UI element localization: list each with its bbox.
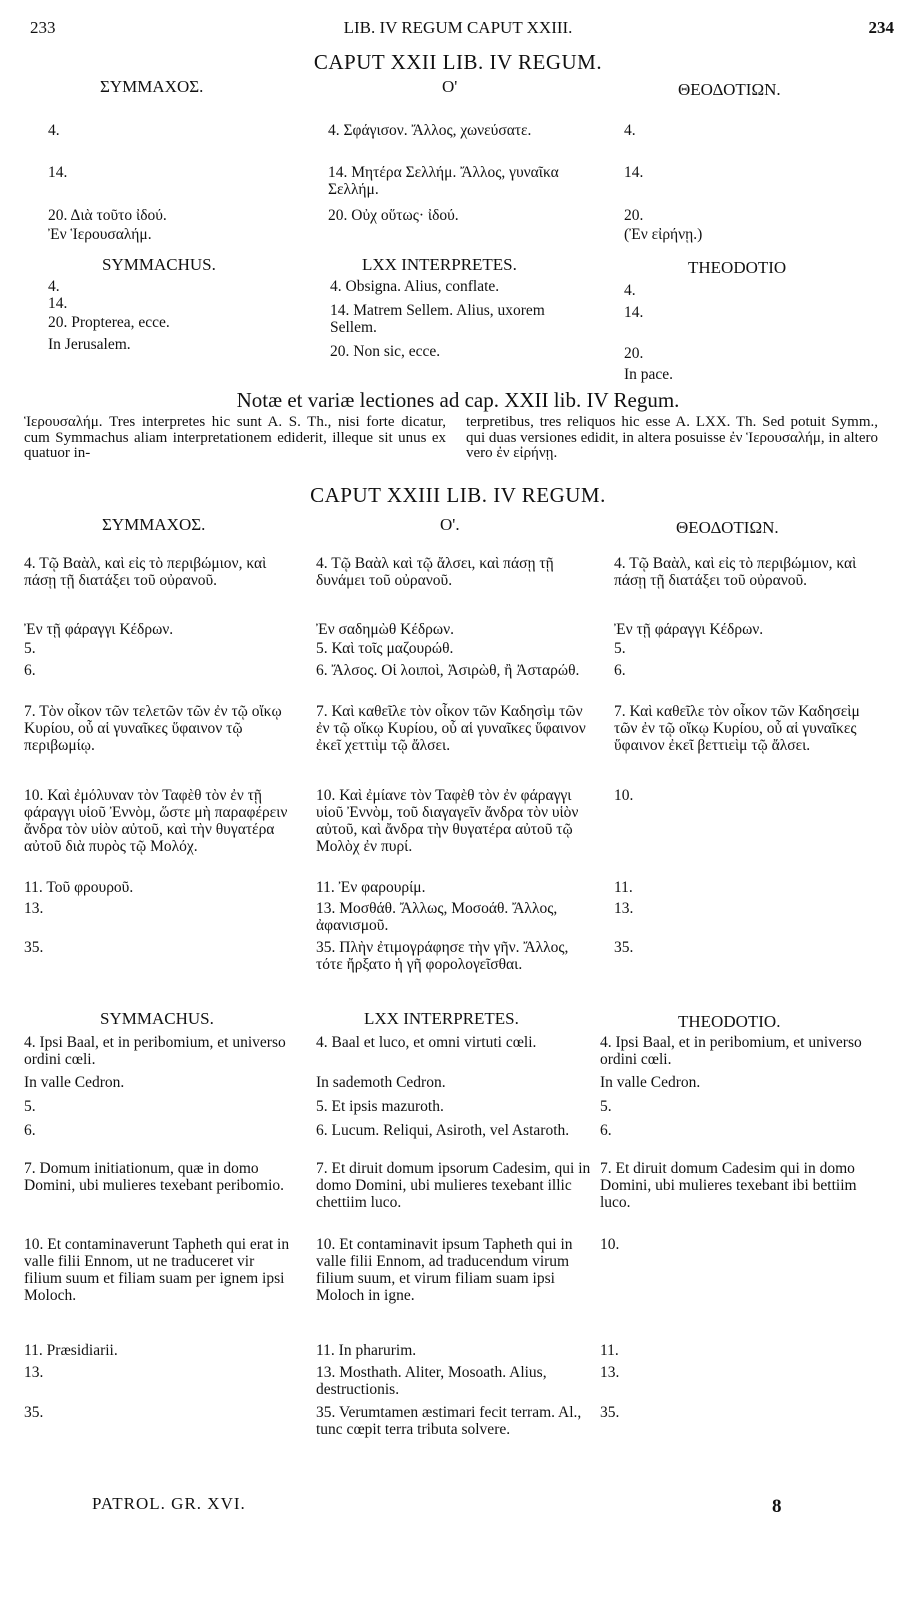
s2-greek-symmachus [24, 555, 296, 956]
verse-entry: 10. Et contaminavit ipsum Tapheth qui in valle filii Ennom, ad traducendum virum filium suum, et virum filiam suam ipsi Moloch in igne. [316, 1236, 573, 1304]
section1-title: CAPUT XXII LIB. IV REGUM. [313, 50, 603, 74]
verse-entry: 5. Et ipsis mazuroth. [316, 1098, 444, 1115]
verse-entry: 6. [614, 662, 626, 679]
verse-entry: 10. Et contaminaverunt Tapheth qui erat in valle filii Ennom, ut ne traduceret vir filium suum et filiam suam per ignem ipsi Moloch. [24, 1236, 290, 1304]
verse-entry: 14. [48, 295, 68, 312]
page-number-left: 233 [30, 18, 56, 37]
verse-entry: In sademoth Cedron. [316, 1074, 446, 1091]
s2-greek-head-symmachus: ΣΥΜΜΑΧΟΣ. [102, 515, 206, 534]
verse-entry: 14. [624, 164, 644, 181]
s1-greek-symmachus [48, 122, 288, 243]
s2-latin-theodotion [600, 1034, 880, 1421]
verse-entry: 4. [48, 278, 60, 295]
s2-greek-lxx [316, 555, 596, 973]
verse-entry: 20. Non sic, ecce. [330, 343, 441, 360]
verse-entry: In pace. [624, 366, 674, 383]
verse-entry: 4. Ipsi Baal, et in peribomium, et universo ordini cœli. [24, 1034, 286, 1068]
verse-entry: 4. Ipsi Baal, et in peribomium, et universo ordini cœli. [600, 1034, 862, 1068]
page-number-right: 234 [868, 18, 894, 37]
verse-entry: 6. [24, 662, 36, 679]
verse-entry: 6. [24, 1122, 36, 1139]
s2-greek-head-theodotion: ΘΕΟΔΟΤΙΩΝ. [676, 518, 779, 537]
verse-entry: 13. [614, 900, 634, 917]
verse-entry: 35. [600, 1404, 620, 1421]
s2-latin-symmachus [24, 1034, 296, 1421]
footer-source: PATROL. GR. XVI. [92, 1494, 246, 1513]
verse-entry: 7. Domum initiationum, quæ in domo Domini, ubi mulieres texebant peribomio. [24, 1160, 285, 1194]
notes-left: Ἱερουσαλήμ. Tres interpretes hic sunt A. S. Th., nisi forte dicatur, cum Symmachus aliam interpretationem ediderit, illeque sit unus ex quatuor in- [24, 414, 446, 461]
s2-greek-head-lxx: Ο'. [440, 515, 460, 534]
verse-entry: In valle Cedron. [24, 1074, 125, 1091]
verse-entry: 5. [614, 640, 626, 657]
s1-greek-head-lxx: Ο' [442, 77, 458, 96]
verse-entry: 4. Τῷ Βαὰλ καὶ τῷ ἄλσει, καὶ πάσῃ τῇ δυνάμει τοῦ οὐρανοῦ. [316, 555, 554, 589]
verse-entry: 14. Μητέρα Σελλήμ. Ἄλλος, γυναῖκα Σελλήμ. [328, 164, 559, 198]
verse-entry: Ἐν Ἱερουσαλήμ. [48, 226, 152, 243]
verse-entry: Ἐν τῇ φάραγγι Κέδρων. [614, 621, 764, 638]
verse-entry: 7. Καὶ καθεῖλε τὸν οἶκον τῶν Καδησὶμ τῶν ἐν τῷ οἴκῳ Κυρίου, οὗ αἱ γυναῖκες ὕφαινον ἐκεῖ χεττιὶμ τῷ ἄλσει. [316, 703, 586, 754]
s1-latin-head-theodotion: THEODOTIO [688, 258, 787, 277]
verse-entry: 20. Propterea, ecce. [48, 314, 170, 331]
verse-entry: 14. Matrem Sellem. Alius, uxorem Sellem. [330, 302, 545, 336]
verse-entry: 5. [24, 1098, 36, 1115]
verse-entry: 20. [624, 207, 644, 224]
verse-entry: Ἐν σαδημὼθ Κέδρων. [316, 621, 455, 638]
s1-latin-theodotion [624, 282, 874, 383]
verse-entry: 7. Καὶ καθεῖλε τὸν οἶκον τῶν Καδησεὶμ τῶν ἐν τῷ οἴκῳ Κυρίου, οὗ αἱ γυναῖκες ὕφαινον ἐκεῖ βεττιεὶμ τῷ ἄλσει. [614, 703, 860, 754]
verse-entry: 35. [614, 939, 634, 956]
running-head: LIB. IV REGUM CAPUT XXIII. [343, 18, 573, 37]
verse-entry: 11. [614, 879, 633, 896]
notes-title: Notæ et variæ lectiones ad cap. XXII lib. IV Regum. [236, 388, 680, 412]
s1-greek-lxx [328, 122, 590, 224]
verse-entry: 11. In pharurim. [316, 1342, 417, 1359]
verse-entry: 13. [24, 900, 44, 917]
verse-entry: 10. [600, 1236, 620, 1253]
notes-right: terpretibus, tres reliquos hic esse A. LXX. Th. Sed potuit Symm., qui duas versiones edidit, in altera posuisse ἐν Ἱερουσαλήμ, in altero vero ἐν εἰρήνῃ. [466, 414, 878, 461]
verse-entry: In Jerusalem. [48, 336, 131, 353]
s1-latin-lxx [330, 278, 595, 360]
verse-entry: 13. Μοσθάθ. Ἄλλως, Μοσοάθ. Ἄλλος, ἀφανισμοῦ. [316, 900, 558, 934]
verse-entry: 35. [24, 1404, 44, 1421]
verse-entry: 4. Τῷ Βαὰλ, καὶ εἰς τὸ περιβώμιον, καὶ πάσῃ τῇ διατάξει τοῦ οὐρανοῦ. [24, 555, 267, 589]
s1-greek-head-theodotion: ΘΕΟΔΟΤΙΩΝ. [678, 80, 781, 99]
verse-entry: 13. Mosthath. Aliter, Mosoath. Alius, destructionis. [316, 1364, 547, 1398]
verse-entry: 7. Et diruit domum ipsorum Cadesim, qui in domo Domini, ubi mulieres texebant illic chettiim luco. [316, 1160, 591, 1211]
verse-entry: 20. [624, 345, 644, 362]
s2-greek-theodotion [614, 555, 878, 956]
verse-entry: 6. Lucum. Reliqui, Asiroth, vel Astaroth. [316, 1122, 570, 1139]
s2-latin-head-lxx: LXX INTERPRETES. [364, 1009, 519, 1028]
verse-entry: 5. Καὶ τοῖς μαζουρώθ. [316, 640, 454, 657]
verse-entry: 14. [624, 304, 644, 321]
s1-greek-head-symmachus: ΣΥΜΜΑΧΟΣ. [100, 77, 204, 96]
verse-entry: Ἐν τῇ φάραγγι Κέδρων. [24, 621, 174, 638]
verse-entry: 20. Διὰ τοῦτο ἰδού. [48, 207, 167, 224]
verse-entry: 13. [600, 1364, 620, 1381]
verse-entry: 11. [600, 1342, 619, 1359]
verse-entry: 11. Τοῦ φρουροῦ. [24, 879, 134, 896]
verse-entry: 6. Ἄλσος. Οἱ λοιποὶ, Ἀσιρὼθ, ἢ Ἀσταρώθ. [316, 662, 580, 679]
verse-entry: 7. Τὸν οἶκον τῶν τελετῶν τῶν ἐν τῷ οἴκῳ Κυρίου, οὗ αἱ γυναῖκες ὕφαινον τῷ περιβωμίῳ. [24, 703, 282, 754]
verse-entry: 4. [624, 122, 636, 139]
s2-latin-lxx [316, 1034, 596, 1438]
verse-entry: 10. [614, 787, 634, 804]
verse-entry: (Ἐν εἰρήνῃ.) [624, 226, 703, 243]
s1-greek-theodotion [624, 122, 874, 243]
verse-entry: 4. Baal et luco, et omni virtuti cœli. [316, 1034, 537, 1051]
verse-entry: 10. Καὶ ἐμόλυναν τὸν Ταφὲθ τὸν ἐν τῇ φάραγγι υἱοῦ Ἐννὸμ, ὥστε μὴ παραφέρειν ἄνδρα τὸν υἱὸν αὐτοῦ, καὶ τὴν θυγατέρα αὐτοῦ διὰ πυρὸς τῷ Μολόχ. [24, 787, 288, 855]
s1-latin-head-symmachus: SYMMACHUS. [102, 255, 216, 274]
verse-entry: In valle Cedron. [600, 1074, 701, 1091]
verse-entry: 4. Τῷ Βαὰλ, καὶ εἰς τὸ περιβώμιον, καὶ πάσῃ τῇ διατάξει τοῦ οὐρανοῦ. [614, 555, 857, 589]
verse-entry: 5. [24, 640, 36, 657]
verse-entry: 10. Καὶ ἐμίανε τὸν Ταφὲθ τὸν ἐν φάραγγι υἱοῦ Ἐννὸμ, τοῦ διαγαγεῖν ἄνδρα τὸν υἱὸν αὐτοῦ, καὶ ἄνδρα τὴν θυγατέρα αὐτοῦ τῷ Μολὸχ ἐν πυρί. [316, 787, 579, 855]
section2-title: CAPUT XXIII LIB. IV REGUM. [310, 483, 606, 507]
verse-entry: 6. [600, 1122, 612, 1139]
s2-latin-head-theodotion: THEODOTIO. [678, 1012, 781, 1031]
verse-entry: 20. Οὐχ οὕτως· ἰδού. [328, 207, 459, 224]
verse-entry: 35. Πλὴν ἐτιμογράφησε τὴν γῆν. Ἄλλος, τότε ἤρξατο ἡ γῆ φορολογεῖσθαι. [316, 939, 569, 973]
verse-entry: 4. [624, 282, 636, 299]
verse-entry: 11. Ἐν φαρουρίμ. [316, 879, 426, 896]
verse-entry: 14. [48, 164, 68, 181]
verse-entry: 5. [600, 1098, 612, 1115]
verse-entry: 4. Obsigna. Alius, conflate. [330, 278, 500, 295]
verse-entry: 7. Et diruit domum Cadesim qui in domo Domini, ubi mulieres texebant ibi bettiim luco. [600, 1160, 857, 1211]
verse-entry: 35. Verumtamen æstimari fecit terram. Al., tunc cœpit terra tributa solvere. [316, 1404, 582, 1438]
verse-entry: 35. [24, 939, 44, 956]
verse-entry: 4. Σφάγισον. Ἄλλος, χωνεύσατε. [328, 122, 532, 139]
verse-entry: 13. [24, 1364, 44, 1381]
s2-latin-head-symmachus: SYMMACHUS. [100, 1009, 214, 1028]
s1-latin-head-lxx: LXX INTERPRETES. [362, 255, 517, 274]
verse-entry: 11. Præsidiarii. [24, 1342, 118, 1359]
s1-latin-symmachus [48, 278, 288, 353]
verse-entry: 4. [48, 122, 60, 139]
footer-signature: 8 [772, 1496, 782, 1517]
